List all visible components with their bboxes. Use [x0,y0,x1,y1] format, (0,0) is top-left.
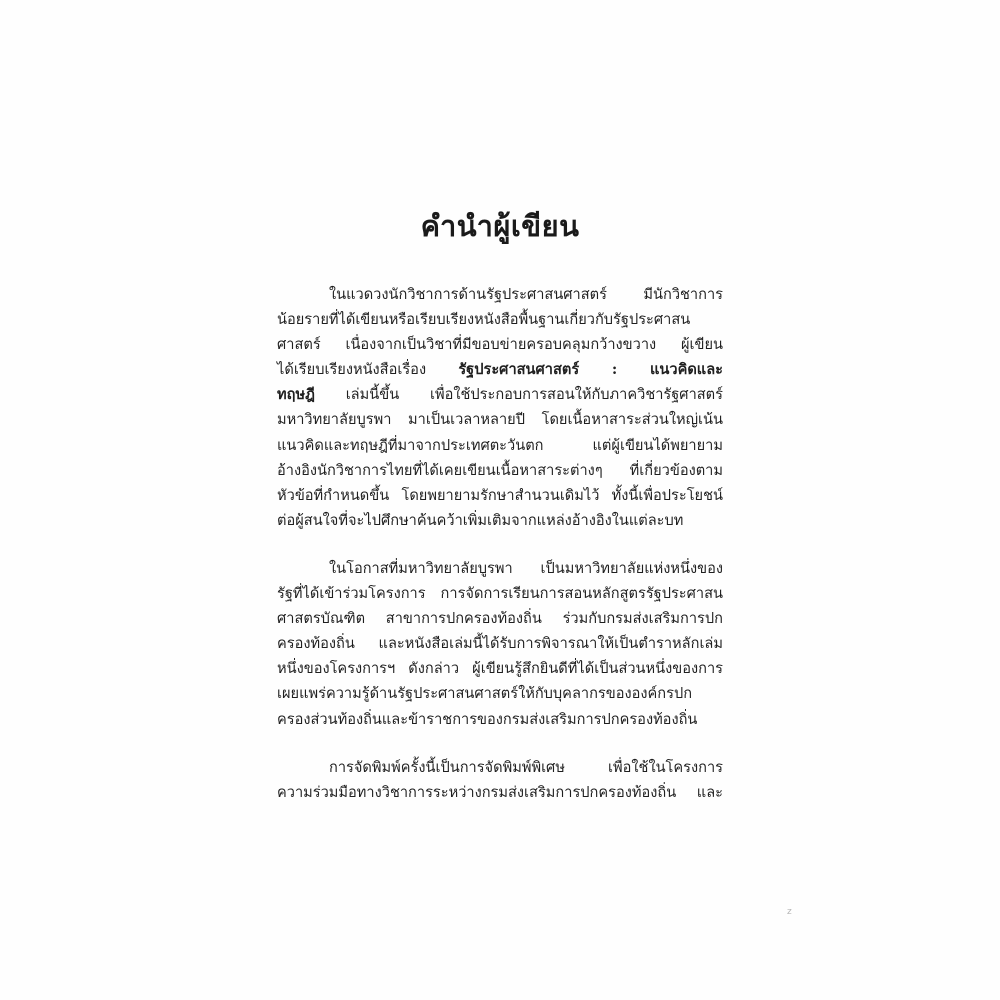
document-body [277,282,723,828]
paragraph-line-with-book-title [277,382,723,407]
book-title-part-1: รัฐประศาสนศาสตร์ : แนวคิดและ [458,361,723,379]
paragraph-line: อ้างอิงนักวิชาการไทยที่ได้เคยเขียนเนื้อหาสาระต่างๆ ที่เกี่ยวข้องตาม [277,461,723,479]
paragraph-line: หนึ่งของโครงการฯ ดังกล่าว ผู้เขียนรู้สึกยินดีที่ได้เป็นส่วนหนึ่งของการ [277,660,723,678]
paragraph-line-with-book-title [277,357,723,382]
paragraph-line: ในแวดวงนักวิชาการด้านรัฐประศาสนศาสตร์ มีนักวิชาการ [329,286,723,303]
text-segment: ได้เรียบเรียงหนังสือเรื่อง [277,361,427,379]
paragraph-1 [277,282,723,533]
paragraph-line: ครองท้องถิ่น และหนังสือเล่มนี้ได้รับการพิจารณาให้เป็นตำราหลักเล่ม [277,635,723,653]
paragraph-line: ในโอกาสที่มหาวิทยาลัยบูรพา เป็นมหาวิทยาลัยแห่งหนึ่งของ [329,559,723,577]
paragraph-line: มหาวิทยาลัยบูรพา มาเป็นเวลาหลายปี โดยเนื้อหาสาระส่วนใหญ่เน้น [277,411,723,429]
page-mark: z [787,907,792,917]
paragraph-2 [277,556,723,732]
paragraph-line: ศาสตร์ เนื่องจากเป็นวิชาที่มีขอบข่ายครอบคลุมกว้างขวาง ผู้เขียน [277,336,723,354]
paragraph-line: เผยแพร่ความรู้ด้านรัฐประศาสนศาสตร์ให้กับบุคลากรขององค์กรปก [277,685,693,703]
paragraph-line: การจัดพิมพ์ครั้งนี้เป็นการจัดพิมพ์พิเศษ เพื่อใช้ในโครงการ [329,758,723,776]
page-title: คำนำผู้เขียน [420,209,580,243]
paragraph-line: ครองส่วนท้องถิ่นและข้าราชการของกรมส่งเสริมการปกครองท้องถิ่น [277,710,698,728]
paragraph-line: หัวข้อที่กำหนดขึ้น โดยพยายามรักษาสำนวนเดิมไว้ ทั้งนี้เพื่อประโยชน์ [277,486,723,504]
paragraph-line: น้อยรายที่ได้เขียนหรือเรียบเรียงหนังสือพื้นฐานเกี่ยวกับรัฐประศาสน [277,311,691,329]
paragraph-line: ศาสตรบัณฑิต สาขาการปกครองท้องถิ่น ร่วมกับกรมส่งเสริมการปก [277,610,723,628]
paragraph-line: ต่อผู้สนใจที่จะไปศึกษาค้นคว้าเพิ่มเติมจากแหล่งอ้างอิงในแต่ละบท [277,511,684,529]
paragraph-line: ความร่วมมือทางวิชาการระหว่างกรมส่งเสริมการปกครองท้องถิ่น และ [277,783,723,801]
paragraph-3 [277,755,723,805]
paragraph-line: รัฐที่ได้เข้าร่วมโครงการ การจัดการเรียนการสอนหลักสูตรรัฐประศาสน [277,585,723,603]
text-segment: เล่มนี้ขึ้น เพื่อใช้ประกอบการสอนให้กับภาควิชารัฐศาสตร์ [345,386,723,404]
book-title-part-2: ทฤษฎี [277,386,315,404]
paragraph-line: แนวคิดและทฤษฎีที่มาจากประเทศตะวันตก แต่ผู้เขียนได้พยายาม [277,436,723,454]
